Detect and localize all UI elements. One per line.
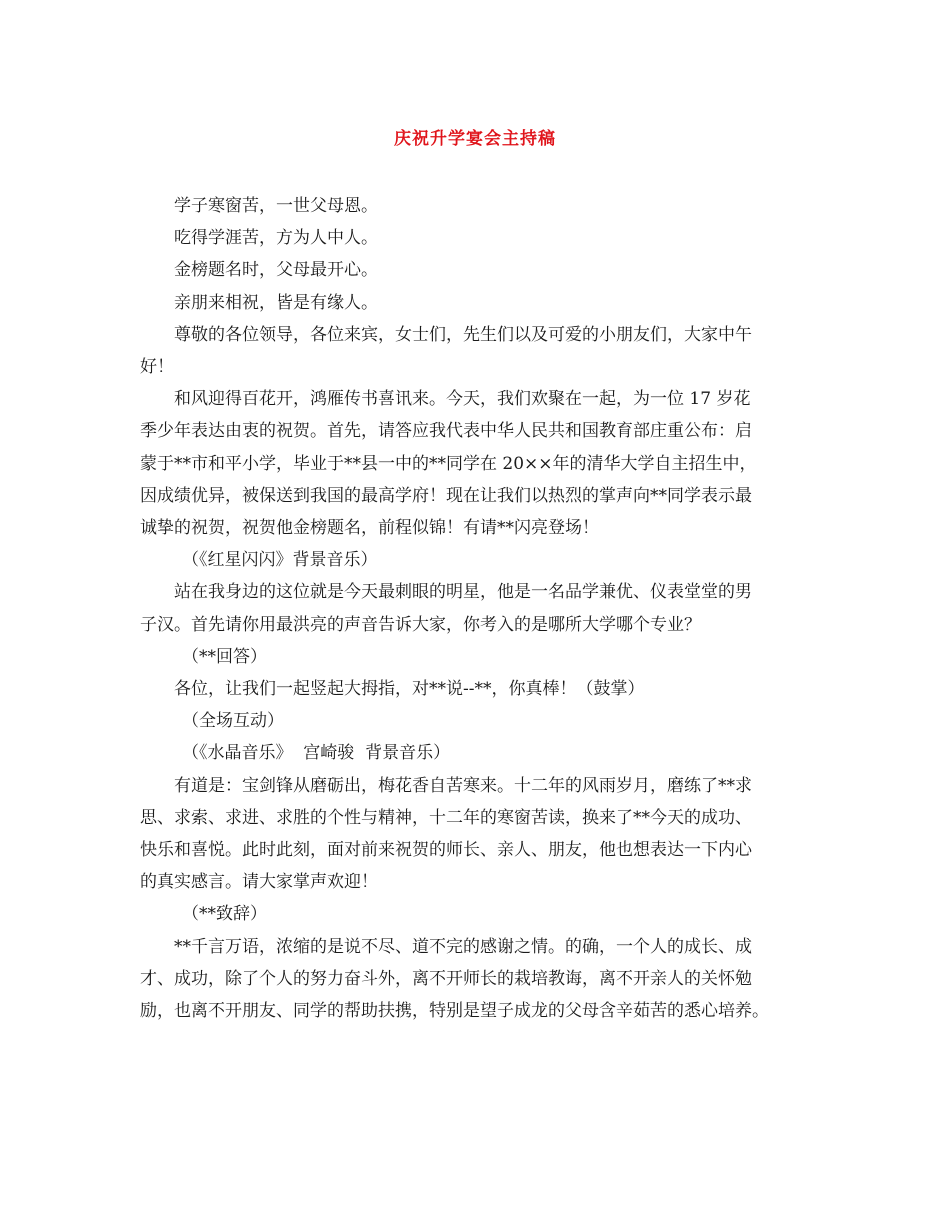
text-line: 学子寒窗苦，一世父母恩。 — [174, 196, 378, 216]
text-line: 快乐和喜悦。此时此刻，面对前来祝贺的师长、亲人、朋友，他也想表达一下内心 — [140, 840, 752, 861]
text-line: 有道是：宝剑锋从磨砺出，梅花香自苦寒来。十二年的风雨岁月，磨练了**求 — [174, 775, 752, 796]
text-line: （**致辞） — [182, 904, 267, 925]
text-line: 和风迎得百花开，鸿雁传书喜讯来。今天，我们欢聚在一起，为一位 17 岁花 — [174, 389, 751, 410]
text-line: （全场互动） — [182, 711, 284, 732]
text-line: 金榜题名时，父母最开心。 — [174, 260, 378, 281]
text-line: 的真实感言。请大家掌声欢迎！ — [140, 872, 378, 893]
text-line: 因成绩优异，被保送到我国的最高学府！现在让我们以热烈的掌声向**同学表示最 — [140, 485, 752, 506]
text-line: 季少年表达由衷的祝贺。首先，请答应我代表中华人民共和国教育部庄重公布：启 — [140, 421, 752, 442]
text-line: （《水晶音乐》 宫崎骏 背景音乐） — [182, 743, 451, 764]
text-line: 吃得学涯苦，方为人中人。 — [174, 228, 378, 249]
text-line: 好！ — [140, 357, 174, 378]
text-line: 子汉。首先请你用最洪亮的声音告诉大家，你考入的是哪所大学哪个专业？ — [140, 614, 701, 635]
text-line: 亲朋来相祝，皆是有缘人。 — [174, 292, 378, 313]
text-line: **千言万语，浓缩的是说不尽、道不完的感谢之情。的确，一个人的成长、成 — [174, 936, 752, 957]
text-line: 尊敬的各位领导，各位来宾，女士们，先生们以及可爱的小朋友们，大家中午 — [174, 324, 752, 345]
text-line: 诚挚的祝贺，祝贺他金榜题名，前程似锦！有请**闪亮登场！ — [140, 518, 599, 539]
document-body — [140, 190, 822, 1027]
text-line: 各位，让我们一起竖起大拇指，对**说--**，你真棒！（鼓掌） — [174, 679, 645, 700]
text-line: 励，也离不开朋友、同学的帮助扶携，特别是望子成龙的父母含辛茹苦的悉心培养。 — [140, 1001, 769, 1022]
text-line: （《红星闪闪》背景音乐） — [182, 550, 378, 571]
text-line: 才、成功，除了个人的努力奋斗外，离不开师长的栽培教诲，离不开亲人的关怀勉 — [140, 968, 752, 989]
document-title: 庆祝升学宴会主持稿 — [394, 129, 556, 149]
text-line: 思、求索、求进、求胜的个性与精神，十二年的寒窗苦读，换来了**今天的成功、 — [140, 807, 752, 828]
text-line: 蒙于**市和平小学，毕业于**县一中的**同学在 20××年的清华大学自主招生中， — [140, 453, 757, 474]
text-line: 站在我身边的这位就是今天最刺眼的明星，他是一名品学兼优、仪表堂堂的男 — [174, 582, 752, 603]
text-line: （**回答） — [182, 646, 267, 667]
